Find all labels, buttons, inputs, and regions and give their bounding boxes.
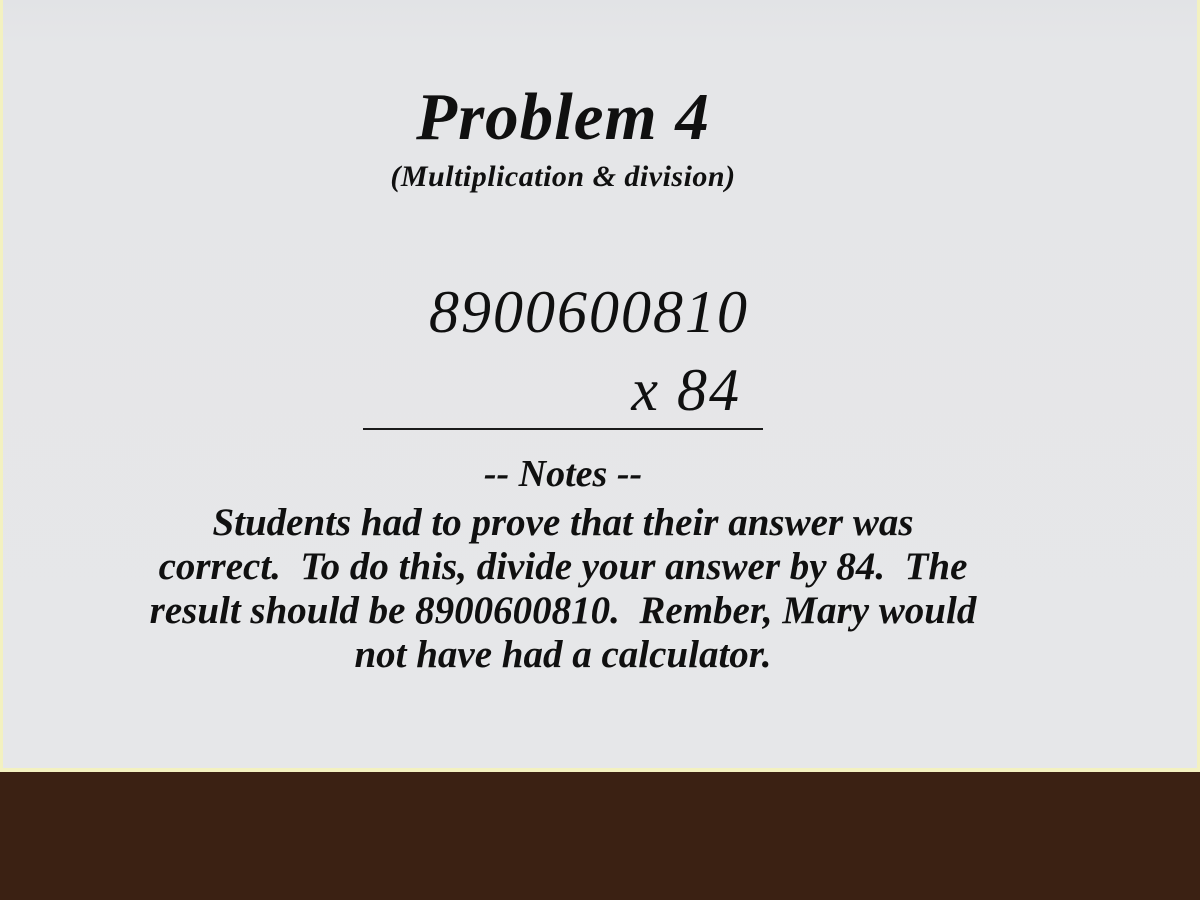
footer-band bbox=[0, 772, 1200, 900]
notes-heading: -- Notes -- bbox=[483, 453, 643, 495]
multiplicand-value: 8900600810 bbox=[429, 279, 749, 345]
notes-line: not have had a calculator. bbox=[354, 633, 772, 676]
slide-content bbox=[3, 0, 1123, 772]
notes-line: correct. To do this, divide your answer by 84. The bbox=[158, 545, 968, 588]
multiplier-value: x 84 bbox=[631, 357, 741, 423]
multiplication-problem bbox=[363, 279, 763, 430]
notes-paragraph bbox=[3, 501, 1123, 677]
page-subtitle: (Multiplication & division) bbox=[390, 160, 736, 193]
page-title: Problem 4 bbox=[416, 80, 710, 154]
notes-line: Students had to prove that their answer was bbox=[212, 501, 914, 544]
notes-line: result should be 8900600810. Rember, Mary would bbox=[149, 589, 977, 632]
